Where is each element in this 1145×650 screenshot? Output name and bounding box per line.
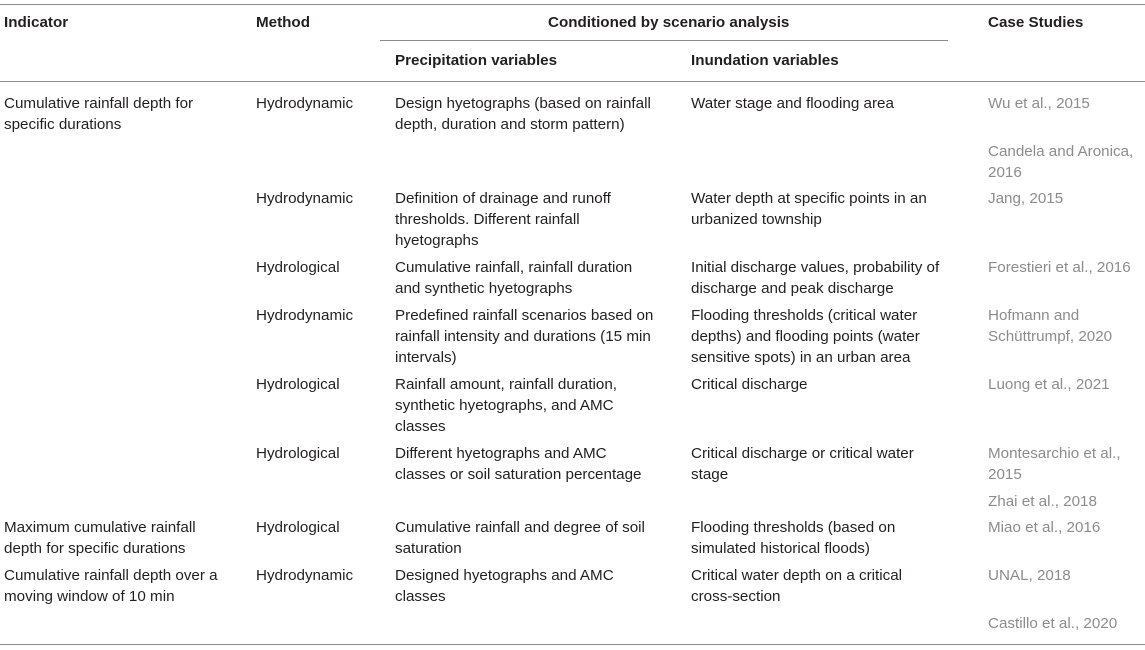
case-study-cell: Castillo et al., 2020 [988, 615, 1118, 632]
header-indicator: Indicator [4, 14, 69, 31]
precipitation-cell: saturation [395, 540, 462, 557]
method-cell: Hydrological [256, 259, 340, 276]
case-study-cell: Forestieri et al., 2016 [988, 259, 1131, 276]
case-study-cell: 2015 [988, 466, 1022, 483]
table-top-rule [0, 4, 1145, 5]
method-cell: Hydrodynamic [256, 567, 354, 584]
precipitation-cell: depth, duration and storm pattern) [395, 116, 625, 133]
inundation-cell: simulated historical floods) [691, 540, 870, 557]
precipitation-cell: classes or soil saturation percentage [395, 466, 642, 483]
case-study-cell: Hofmann and [988, 307, 1080, 324]
header-case-studies: Case Studies [988, 14, 1084, 31]
case-study-cell: Montesarchio et al., [988, 445, 1121, 462]
precipitation-cell: synthetic hyetographs, and AMC [395, 397, 614, 414]
inundation-cell: discharge and peak discharge [691, 280, 894, 297]
header-bottom-rule [0, 81, 1145, 82]
header-method: Method [256, 14, 310, 31]
header-conditioned: Conditioned by scenario analysis [548, 14, 790, 31]
precipitation-cell: Cumulative rainfall and degree of soil [395, 519, 645, 536]
method-cell: Hydrodynamic [256, 307, 354, 324]
header-sub-rule [380, 40, 948, 41]
method-cell: Hydrodynamic [256, 95, 354, 112]
inundation-cell: Critical water depth on a critical [691, 567, 903, 584]
precipitation-cell: classes [395, 588, 446, 605]
precipitation-cell: Designed hyetographs and AMC [395, 567, 614, 584]
indicator-cell: specific durations [4, 116, 122, 133]
precipitation-cell: thresholds. Different rainfall [395, 211, 580, 228]
precipitation-cell: Rainfall amount, rainfall duration, [395, 376, 618, 393]
header-precipitation: Precipitation variables [395, 52, 558, 69]
precipitation-cell: and synthetic hyetographs [395, 280, 573, 297]
indicator-cell: moving window of 10 min [4, 588, 175, 605]
precipitation-cell: Different hyetographs and AMC [395, 445, 607, 462]
case-study-cell: Jang, 2015 [988, 190, 1064, 207]
inundation-cell: Water depth at specific points in an [691, 190, 927, 207]
indicator-cell: Cumulative rainfall depth over a [4, 567, 218, 584]
precipitation-cell: classes [395, 418, 446, 435]
indicator-cell: depth for specific durations [4, 540, 186, 557]
precipitation-cell: Definition of drainage and runoff [395, 190, 611, 207]
inundation-cell: depths) and flooding points (water [691, 328, 920, 345]
inundation-cell: Initial discharge values, probability of [691, 259, 940, 276]
precipitation-cell: Predefined rainfall scenarios based on [395, 307, 654, 324]
header-inundation: Inundation variables [691, 52, 839, 69]
inundation-cell: Water stage and flooding area [691, 95, 894, 112]
case-study-cell: Wu et al., 2015 [988, 95, 1090, 112]
inundation-cell: urbanized township [691, 211, 822, 228]
case-study-cell: Zhai et al., 2018 [988, 493, 1097, 510]
method-cell: Hydrological [256, 519, 340, 536]
indicator-cell: Cumulative rainfall depth for [4, 95, 194, 112]
inundation-cell: cross-section [691, 588, 781, 605]
case-study-cell: UNAL, 2018 [988, 567, 1071, 584]
case-study-cell: 2016 [988, 164, 1022, 181]
case-study-cell: Schüttrumpf, 2020 [988, 328, 1113, 345]
inundation-cell: Critical discharge [691, 376, 808, 393]
precipitation-cell: Cumulative rainfall, rainfall duration [395, 259, 633, 276]
precipitation-cell: intervals) [395, 349, 457, 366]
inundation-cell: Flooding thresholds (based on [691, 519, 896, 536]
inundation-cell: Critical discharge or critical water [691, 445, 914, 462]
table-bottom-rule [0, 644, 1145, 645]
case-study-cell: Luong et al., 2021 [988, 376, 1110, 393]
inundation-cell: Flooding thresholds (critical water [691, 307, 918, 324]
case-study-cell: Candela and Aronica, [988, 143, 1134, 160]
precipitation-cell: rainfall intensity and durations (15 min [395, 328, 651, 345]
indicator-cell: Maximum cumulative rainfall [4, 519, 196, 536]
method-cell: Hydrodynamic [256, 190, 354, 207]
inundation-cell: sensitive spots) in an urban area [691, 349, 911, 366]
case-study-cell: Miao et al., 2016 [988, 519, 1101, 536]
precipitation-cell: Design hyetographs (based on rainfall [395, 95, 651, 112]
inundation-cell: stage [691, 466, 729, 483]
method-cell: Hydrological [256, 376, 340, 393]
method-cell: Hydrological [256, 445, 340, 462]
precipitation-cell: hyetographs [395, 232, 479, 249]
